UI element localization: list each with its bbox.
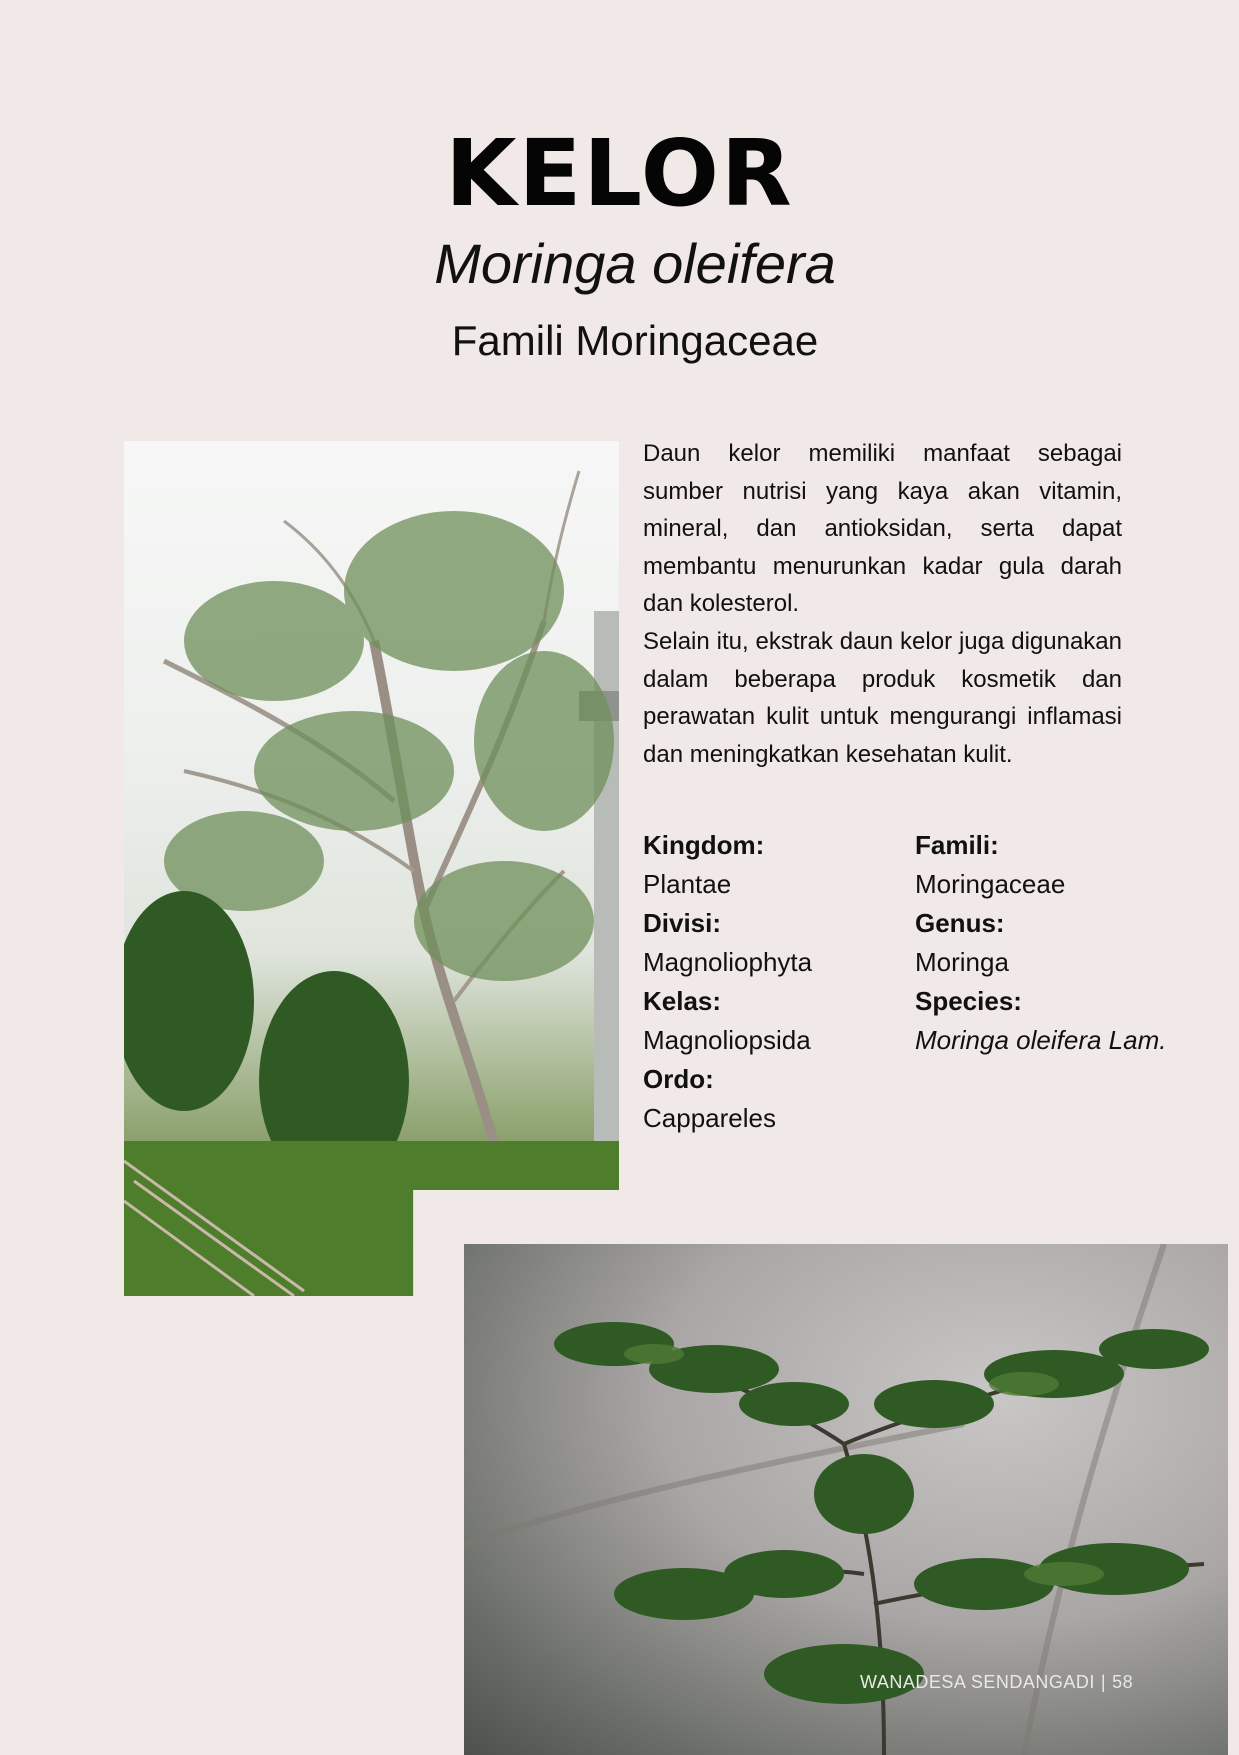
page-number: 58 bbox=[1112, 1672, 1134, 1692]
famili-value: Moringaceae bbox=[915, 869, 1066, 899]
description-paragraph-2: Selain itu, ekstrak daun kelor juga digunakan dalam beberapa produk kosmetik dan perawatan kulit untuk mengurangi inflamasi dan meningkatkan kesehatan kulit. bbox=[643, 627, 1122, 768]
species-label: Species: bbox=[915, 986, 1022, 1016]
page-title: KELOR bbox=[445, 120, 794, 227]
ordo-value: Cappareles bbox=[643, 1103, 776, 1133]
tree-illustration bbox=[124, 441, 619, 1296]
kelas-value: Magnoliopsida bbox=[643, 1025, 811, 1055]
publication-name: WANADESA SENDANGADI bbox=[860, 1672, 1095, 1692]
description-paragraph-1: Daun kelor memiliki manfaat sebagai sumber nutrisi yang kaya akan vitamin, mineral, dan antioksidan, serta dapat membantu menurunkan kadar gula darah dan kolesterol. bbox=[643, 440, 1122, 618]
kingdom-label: Kingdom: bbox=[643, 830, 765, 860]
page-footer bbox=[860, 1672, 1133, 1693]
footer-separator: | bbox=[1100, 1672, 1107, 1692]
taxonomy-left-column bbox=[643, 826, 812, 1138]
description bbox=[643, 435, 1122, 773]
kingdom-value: Plantae bbox=[643, 869, 732, 899]
family-subtitle: Famili Moringaceae bbox=[451, 317, 819, 364]
species-value: Moringa oleifera Lam. bbox=[915, 1025, 1167, 1055]
famili-label: Famili: bbox=[915, 830, 999, 860]
divisi-label: Divisi: bbox=[643, 908, 722, 938]
divisi-value: Magnoliophyta bbox=[643, 947, 813, 977]
genus-label: Genus: bbox=[915, 908, 1005, 938]
scientific-name: Moringa oleifera bbox=[434, 232, 836, 295]
genus-value: Moringa bbox=[915, 947, 1009, 977]
ordo-label: Ordo: bbox=[643, 1064, 714, 1094]
tree-photo bbox=[124, 441, 619, 1296]
taxonomy-right-column bbox=[915, 826, 1166, 1060]
kelas-label: Kelas: bbox=[643, 986, 722, 1016]
